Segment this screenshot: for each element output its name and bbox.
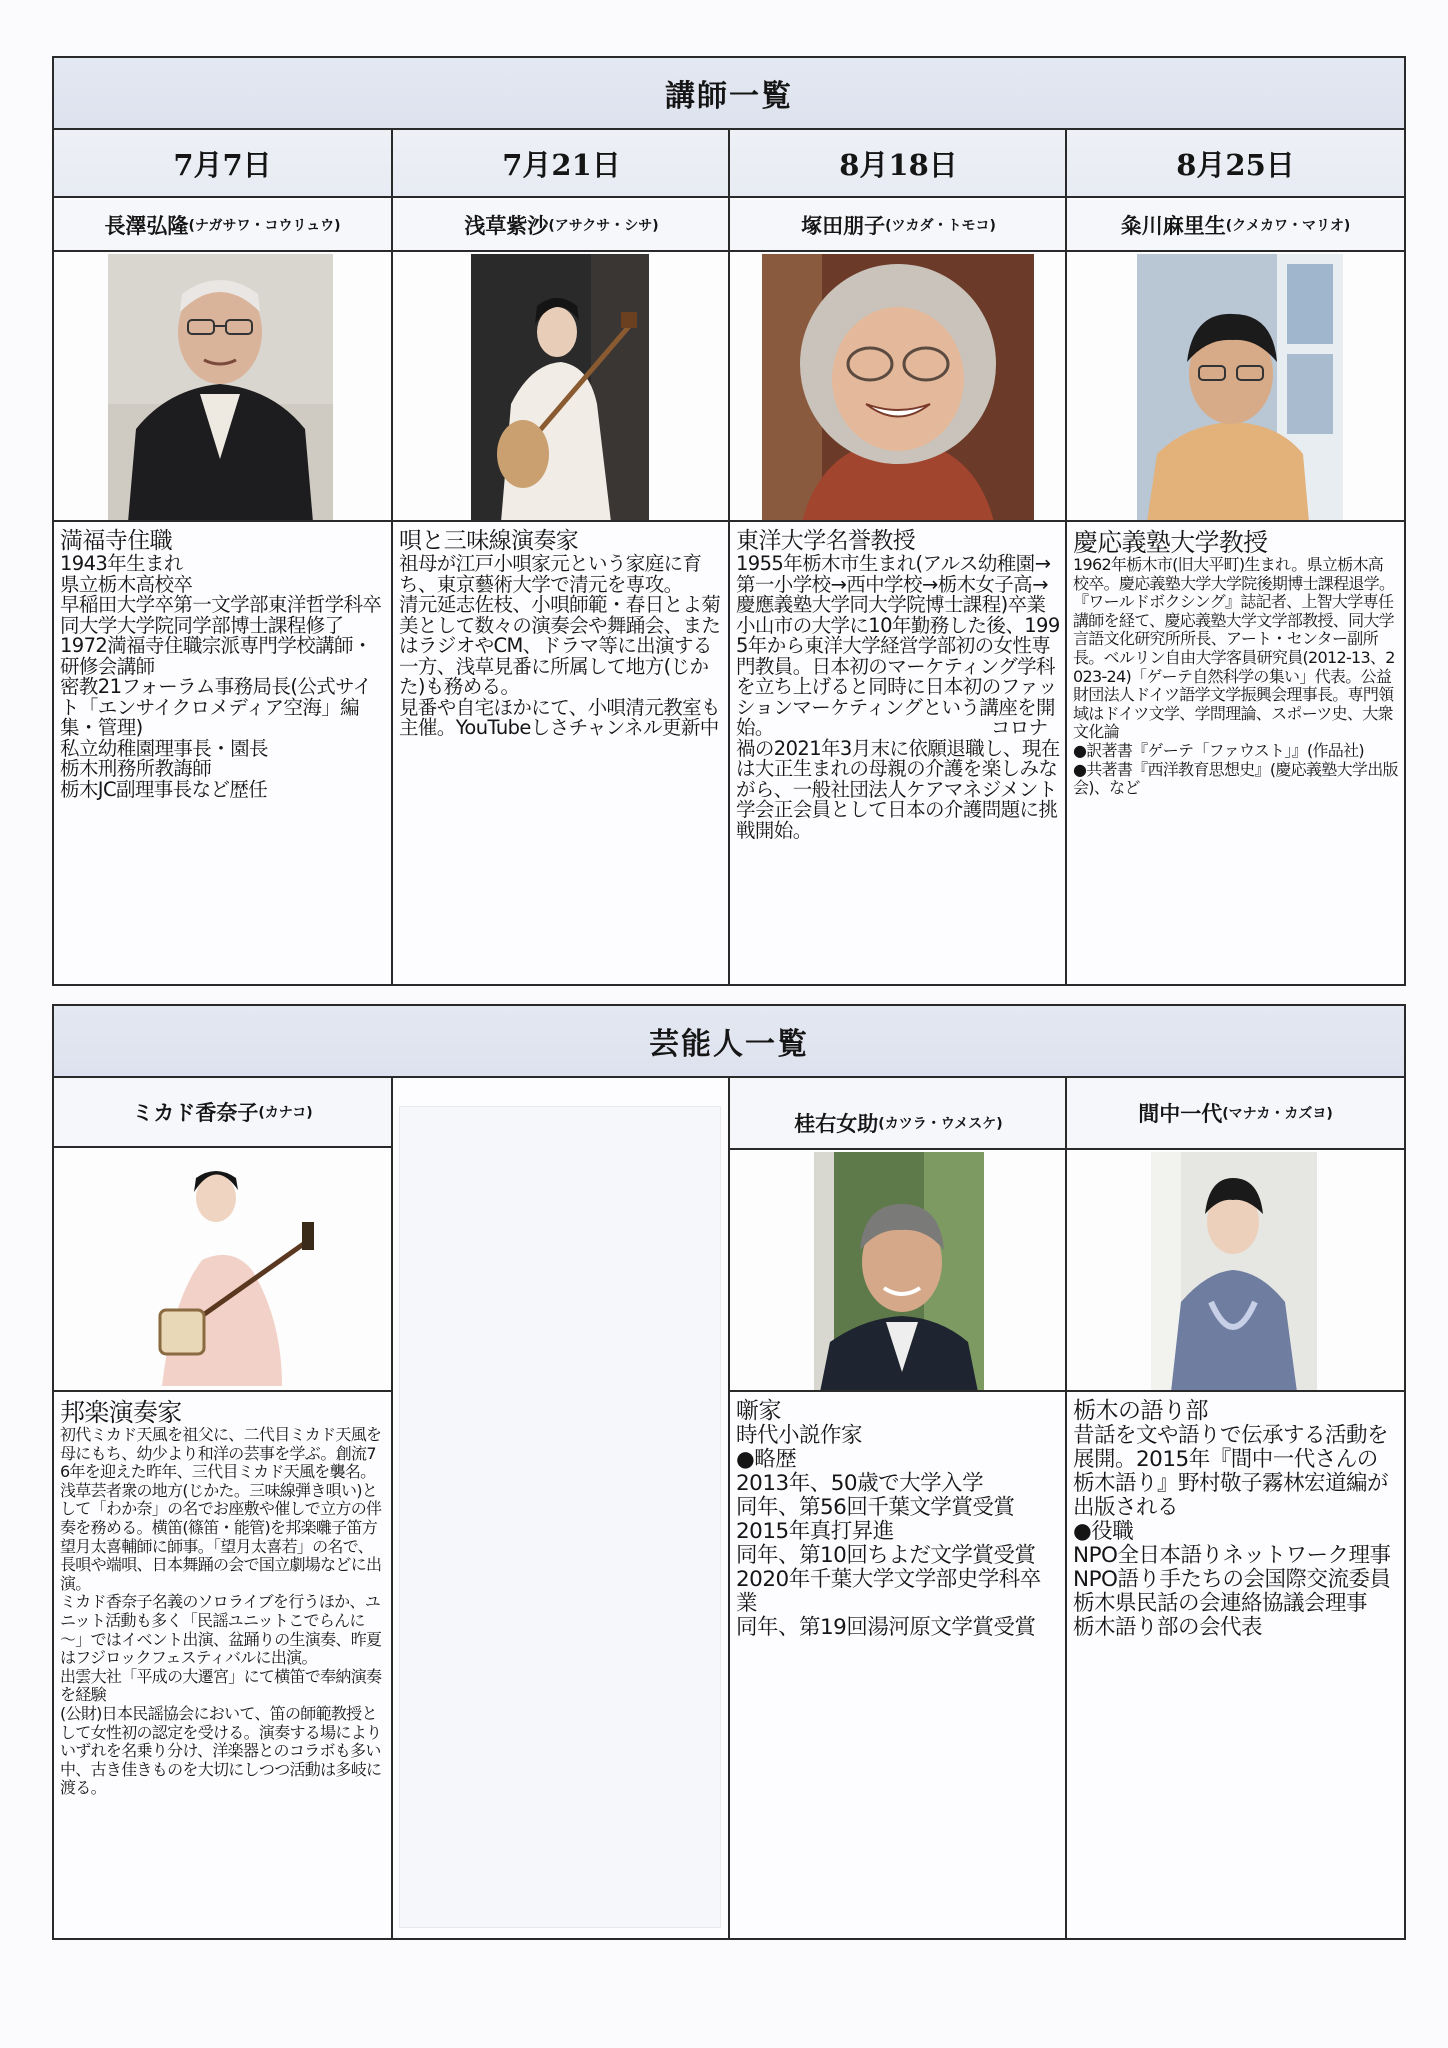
name-kanji: 粂川麻里生 (1120, 214, 1226, 238)
name-reading: (カツラ・ウメスケ) (878, 1116, 1003, 1132)
instructor-photo (108, 254, 333, 520)
performer-photo (1151, 1152, 1317, 1390)
bio-title: 邦楽演奏家 (60, 1398, 182, 1427)
name-kanji: 桂右女助 (794, 1112, 879, 1136)
performer-bio (1067, 1394, 1404, 1938)
performer-name (730, 1078, 1067, 1150)
name-kanji: 浅草紫沙 (464, 214, 549, 238)
name-kanji: 塚田朋子 (801, 214, 886, 238)
performer-grid (54, 1006, 1404, 1938)
bio-title: 栃木の語り部 (1073, 1398, 1208, 1424)
name-reading: (ナガサワ・コウリュウ) (188, 218, 341, 234)
performer-photo (132, 1150, 322, 1390)
performer-column-empty (391, 1078, 730, 1938)
instructor-photo-cell (54, 254, 391, 522)
name-reading: (アサクサ・シサ) (548, 218, 659, 234)
lecture-date: 7月21日 (393, 130, 730, 198)
performer-column-3 (1065, 1078, 1404, 1938)
section-title-instructors: 講師一覧 (54, 58, 1404, 130)
bio-text: 時代小説作家 ●略歴 2013年、50歳で大学入学 同年、第56回千葉文学賞受賞 2015年真打昇進 同年、第10回ちよだ文学賞受賞 2020年千葉大学文学部史学科卒業 同年、第19回湯河原文学賞受賞 (736, 1423, 1041, 1640)
instructor-bio (730, 524, 1067, 984)
bio-text: 1955年栃木市生まれ(アルス幼稚園→第一小学校→西中学校→栃木女子高→慶應義塾大学同大学院博士課程)卒業 小山市の大学に10年勤務した後、1995年から東洋大学経営学部初の女性専門教員。日本初のマーケティング学科を立ち上げると同時に日本初のファッションマーケティングという講座を開始。 コロナ禍の2021年3月末に依願退職し、現在は大正生まれの母親の介護を楽しみながら、一般社団法人ケアマネジメント学会正会員として日本の介護問題に挑戦開始。 (736, 552, 1060, 842)
performer-bio (54, 1394, 391, 1938)
instructor-photo (471, 254, 649, 520)
instructor-photo-cell (393, 254, 730, 522)
instructor-grid (54, 130, 1404, 984)
instructor-name (730, 200, 1067, 252)
bio-text: 祖母が江戸小唄家元という家庭に育ち、東京藝術大学で清元を専攻。 清元延志佐枝、小唄師範・春日とよ菊美として数々の演奏会や舞踊会、またはラジオやCM、ドラマ等に出演する一方、浅草見番に所属して地方(じかた)も務める。 見番や自宅ほかにて、小唄清元教室も主催。YouTubeしさチャンネル更新中 (399, 552, 721, 739)
instructor-photo-cell (730, 254, 1067, 522)
performer-bio (730, 1394, 1067, 1938)
performer-name (54, 1078, 391, 1148)
lecture-date: 7月7日 (54, 130, 391, 198)
bio-title: 満福寺住職 (60, 528, 173, 554)
instructor-name (393, 200, 730, 252)
instructor-bio (393, 524, 730, 984)
name-reading: (ツカダ・トモコ) (885, 218, 996, 234)
instructor-name (54, 200, 391, 252)
performer-photo-cell (730, 1152, 1067, 1392)
performer-photo-cell (54, 1150, 391, 1392)
performer-name (1067, 1078, 1404, 1150)
name-reading: (クメカワ・マリオ) (1225, 218, 1351, 234)
bio-title: 東洋大学名誉教授 (736, 528, 916, 554)
instructor-photo (762, 254, 1034, 520)
bio-text: 初代ミカド天風を祖父に、二代目ミカド天風を母にもち、幼少より和洋の芸事を学ぶ。創流76年を迎えた昨年、三代目ミカド天風を襲名。浅草芸者衆の地方(じかた。三味線弾き唄い)として「わか奈」の名でお座敷や催しで立方の伴奏を務める。横笛(篠笛・能管)を邦楽囃子笛方望月太喜輔師に師事。「望月太喜若」の名で、長唄や端唄、日本舞踊の会で国立劇場などに出演。 ミカド香奈子名義のソロライブを行うほか、ユニット活動も多く「民謡ユニットこでらんに～」ではイベント出演、盆踊りの生演奏、昨夏はフジロックフェスティバルに出演。 出雲大社「平成の大遷宮」にて横笛で奉納演奏を経験 (公財)日本民謡協会において、笛の師範教授として女性初の認定を受ける。演奏する場によりいずれを名乗り分け、洋楽器とのコラボも多い中、古き佳きものを大切にしつつ活動は多岐に渡る。 (60, 1425, 382, 1798)
instructor-column-2 (391, 130, 730, 984)
performer-photo (814, 1152, 984, 1390)
bio-title: 唄と三味線演奏家 (399, 528, 579, 554)
instructor-photo (1137, 254, 1343, 520)
instructor-photo-cell (1067, 254, 1404, 522)
performer-photo-cell (1067, 1152, 1404, 1392)
instructor-bio (54, 524, 391, 984)
bio-text: 1962年栃木市(旧大平町)生まれ。県立栃木高校卒。慶応義塾大学大学院後期博士課程退学。『ワールドボクシング』誌記者、上智大学専任講師を経て、慶応義塾大学文学部教授、同大学言語文化研究所所長、アート・センター副所長。ベルリン自由大学客員研究員(2012-13、2023-24)「ゲーテ自然科学の集い」代表。公益財団法人ドイツ語学文学振興会理事長。専門領域はドイツ文学、学問理論、スポーツ史、大衆文化論 ●訳著書『ゲーテ「ファウスト」』(作品社) ●共著書『西洋教育思想史』(慶応義塾大学出版会)、など (1073, 555, 1398, 798)
bio-title: 慶応義塾大学教授 (1073, 528, 1268, 557)
performer-column-1 (54, 1078, 391, 1938)
instructor-column-1 (54, 130, 391, 984)
instructor-column-3 (728, 130, 1067, 984)
instructor-column-4 (1065, 130, 1404, 984)
lecture-date: 8月25日 (1067, 130, 1404, 198)
section-title-performers: 芸能人一覧 (54, 1006, 1404, 1078)
performer-column-2 (728, 1078, 1067, 1938)
bio-text: 1943年生まれ 県立栃木高校卒 早稲田大学卒第一文学部東洋哲学科卒 同大学大学院同学部博士課程修了 1972満福寺住職宗派専門学校講師・研修会講師 密教21フォーラム事務局長(公式サイト「エンサイクロメディア空海」編集・管理) 私立幼稚園理事長・園長 栃木刑務所教誨師 栃木JC副理事長など歴任 (60, 552, 382, 801)
name-reading: (マナカ・カズヨ) (1222, 1106, 1333, 1122)
lecture-date: 8月18日 (730, 130, 1067, 198)
name-kanji: 長澤弘隆 (104, 214, 189, 238)
performer-section (52, 1004, 1406, 1940)
bio-text: 昔話を文や語りで伝承する活動を展開。2015年『間中一代さんの栃木語り』野村敬子霧林宏道編が出版される ●役職 NPO全日本語りネットワーク理事 NPO語り手たちの会国際交流委員 栃木県民話の会連絡協議会理事 栃木語り部の会代表 (1073, 1423, 1391, 1640)
instructor-name (1067, 200, 1404, 252)
name-kanji: ミカド香奈子 (132, 1101, 259, 1125)
instructor-section (52, 56, 1406, 986)
bio-title: 噺家 (736, 1398, 781, 1424)
name-kanji: 間中一代 (1138, 1102, 1223, 1126)
instructor-bio (1067, 524, 1404, 984)
name-reading: (カナコ) (258, 1105, 313, 1121)
